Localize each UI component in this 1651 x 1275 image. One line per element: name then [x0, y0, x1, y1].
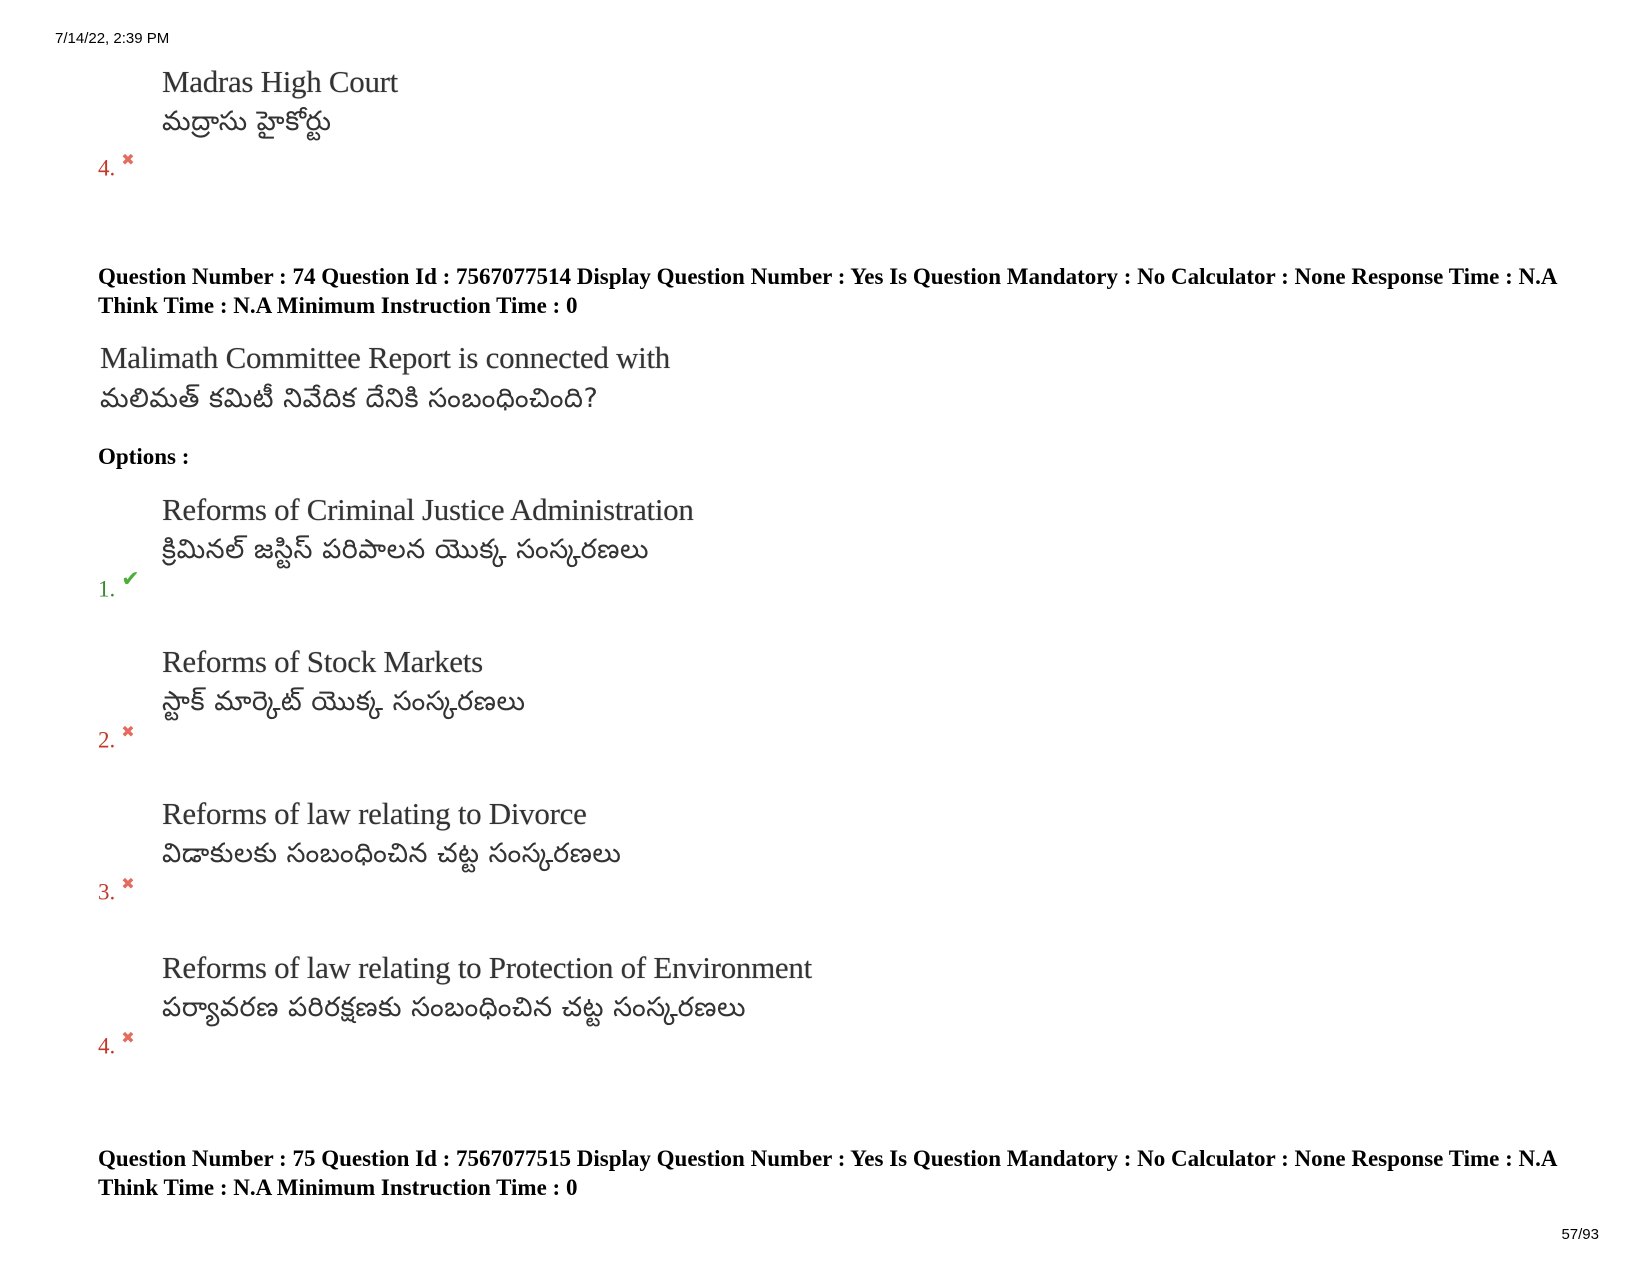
options-label: Options : — [98, 444, 190, 469]
check-mark-icon: ✔ — [121, 567, 140, 592]
option-text — [162, 948, 812, 1028]
option-number: 1. — [98, 576, 116, 602]
option-text-te: క్రిమినల్ జస్టిస్ పరిపాలన యొక్క సంస్కరణలు — [162, 534, 649, 565]
option-text-te: పర్యావరణ పరిరక్షణకు సంబంధించిన చట్ట సంస్కరణలు — [162, 992, 746, 1023]
option-text — [162, 62, 398, 142]
option-number: 2. — [98, 727, 116, 753]
question-header-74: Question Number : 74 Question Id : 7567077514 Display Question Number : Yes Is Question Mandatory : No Calculator : None Response Time : N.A Think Time : N.A Minimum Instruction Time : 0 — [98, 264, 1557, 318]
cross-mark-icon: ✖ — [121, 150, 135, 169]
option-text-te: మద్రాసు హైకోర్టు — [162, 106, 332, 137]
option-marker — [98, 874, 135, 906]
option-marker — [98, 567, 140, 603]
option-text-en: Madras High Court — [162, 64, 398, 99]
option-text-en: Reforms of law relating to Divorce — [162, 796, 587, 831]
option-marker — [98, 1028, 135, 1060]
option-number: 4. — [98, 155, 116, 181]
option-text-te: విడాకులకు సంబంధించిన చట్ట సంస్కరణలు — [162, 838, 622, 869]
option-text-en: Reforms of Criminal Justice Administration — [162, 492, 694, 527]
option-text-en: Reforms of law relating to Protection of Environment — [162, 950, 812, 985]
option-number: 3. — [98, 879, 116, 905]
option-number: 4. — [98, 1033, 116, 1059]
cross-mark-icon: ✖ — [121, 874, 135, 893]
print-timestamp: 7/14/22, 2:39 PM — [55, 30, 170, 47]
option-text — [162, 642, 525, 722]
cross-mark-icon: ✖ — [121, 1028, 135, 1047]
question-text-en: Malimath Committee Report is connected with — [100, 340, 670, 375]
option-text-te: స్టాక్ మార్కెట్ యొక్క సంస్కరణలు — [162, 686, 526, 717]
option-marker — [98, 722, 135, 754]
option-marker — [98, 150, 135, 182]
option-text-en: Reforms of Stock Markets — [162, 644, 483, 679]
question-header-75: Question Number : 75 Question Id : 7567077515 Display Question Number : Yes Is Question Mandatory : No Calculator : None Response Time : N.A Think Time : N.A Minimum Instruction Time : 0 — [98, 1146, 1557, 1200]
option-text — [162, 490, 694, 570]
cross-mark-icon: ✖ — [121, 722, 135, 741]
option-text — [162, 794, 621, 874]
question-text-te: మలిమత్ కమిటీ నివేదిక దేనికి సంబంధించింది? — [100, 383, 599, 414]
page-number: 57/93 — [1561, 1226, 1599, 1243]
question-text-74 — [100, 338, 670, 420]
